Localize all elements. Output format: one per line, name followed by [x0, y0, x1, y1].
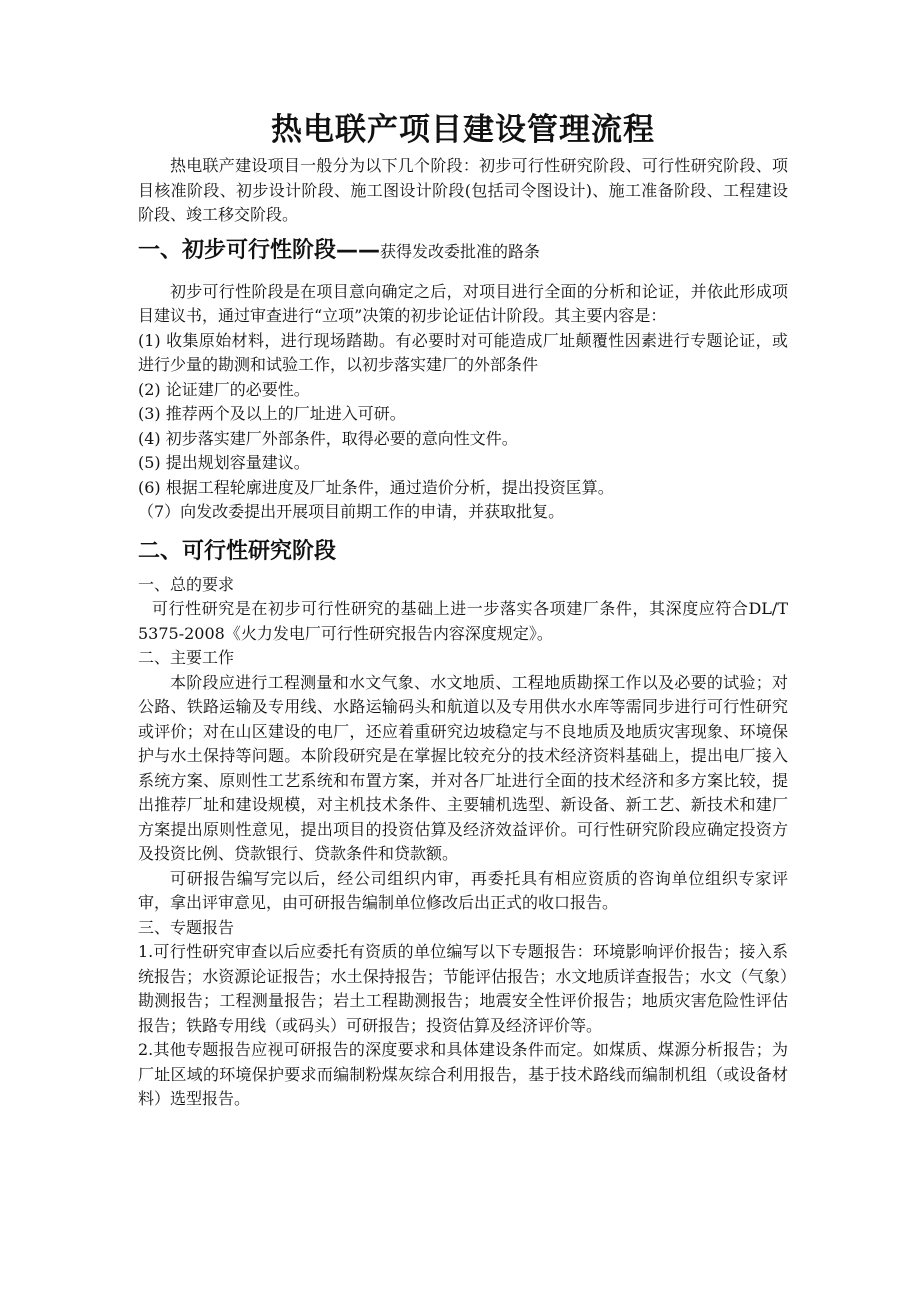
subsection-special-reports-heading: 三、专题报告 — [138, 917, 235, 937]
subsection-general-heading: 一、总的要求 — [138, 574, 235, 594]
section-1-body: 初步可行性阶段是在项目意向确定之后，对项目进行全面的分析和论证，并依此形成项目建议书，通过审查进行“立项”决策的初步论证估计阶段。其主要内容是： — [138, 281, 788, 325]
section-1-item: （7）向发改委提出开展项目前期工作的申请，并获取批复。 — [138, 502, 565, 521]
section-1-heading — [138, 236, 788, 267]
document-page — [138, 108, 788, 1112]
subsection-main-work-review: 可研报告编写完以后，经公司组织内审，再委托具有相应资质的咨询单位组织专家评审，拿出评审意见，由可研报告编制单位修改后出正式的收口报告。 — [138, 868, 788, 912]
section-1-item: (2) 论证建厂的必要性。 — [138, 379, 310, 399]
subsection-main-work-heading: 二、主要工作 — [138, 648, 235, 667]
section-1-subtitle: 获得发改委批准的路条 — [380, 241, 541, 261]
subsection-main-work-body: 本阶段应进行工程测量和水文气象、水文地质、工程地质勘探工作以及必要的试验；对公路、铁路运输及专用线、水路运输码头和航道以及专用供水水库等需同步进行可行性研究或评价；对在山区建设的电厂，还应着重研究边坡稳定与不良地质及地质灾害现象、环境保护与水土保持等问题。本阶段研究是在掌握比较充分的技术经济资料基础上，提出电厂接入系统方案、原则性工艺系统和布置方案，并对各厂址进行全面的技术经济和多方案比较，提出推荐厂址和建设规模，对主机技术条件、主要辅机选型、新设备、新工艺、新技术和建厂方案提出原则性意见，提出项目的投资估算及经济效益评价。可行性研究阶段应确定投资方及投资比例、贷款银行、贷款条件和贷款额。 — [138, 672, 788, 863]
section-1-item: (5) 提出规划容量建议。 — [138, 453, 310, 472]
section-1-title: 一、初步可行性阶段—— — [138, 237, 381, 263]
special-report-item: 2.其他专题报告应视可研报告的深度要求和具体建设条件而定。如煤质、煤源分析报告；为厂址区域的环境保护要求而编制粉煤灰综合利用报告，基于技术路线而编制机组（或设备材料）选型报告。 — [138, 1040, 788, 1108]
section-1-item: (1) 收集原始材料，进行现场踏勘。有必要时对可能造成厂址颠覆性因素进行专题论证，或进行少量的勘测和试验工作，以初步落实建厂的外部条件 — [138, 330, 788, 374]
section-1-item: (4) 初步落实建厂外部条件，取得必要的意向性文件。 — [138, 428, 518, 448]
section-1-item: (3) 推荐两个及以上的厂址进入可研。 — [138, 404, 406, 423]
subsection-general-body: 可行性研究是在初步可行性研究的基础上进一步落实各项建厂条件，其深度应符合DL/T 5375-2008《火力发电厂可行性研究报告内容深度规定》。 — [138, 599, 788, 643]
section-1-item: (6) 根据工程轮廓进度及厂址条件，通过造价分析，提出投资匡算。 — [138, 477, 614, 497]
section-2-heading: 二、可行性研究阶段 — [138, 538, 337, 564]
document-title: 热电联产项目建设管理流程 — [271, 112, 655, 148]
special-report-item: 1.可行性研究审查以后应委托有资质的单位编写以下专题报告：环境影响评价报告；接入系统报告；水资源论证报告；水土保持报告；节能评估报告；水文地质详查报告；水文（气象）勘测报告；工程测量报告；岩土工程勘测报告；地震安全性评价报告；地质灾害危险性评估报告；铁路专用线（或码头）可研报告；投资估算及经济评价等。 — [138, 942, 788, 1035]
intro-paragraph: 热电联产建设项目一般分为以下几个阶段：初步可行性研究阶段、可行性研究阶段、项目核准阶段、初步设计阶段、施工图设计阶段(包括司令图设计)、施工准备阶段、工程建设阶段、竣工移交阶段。 — [138, 156, 788, 224]
